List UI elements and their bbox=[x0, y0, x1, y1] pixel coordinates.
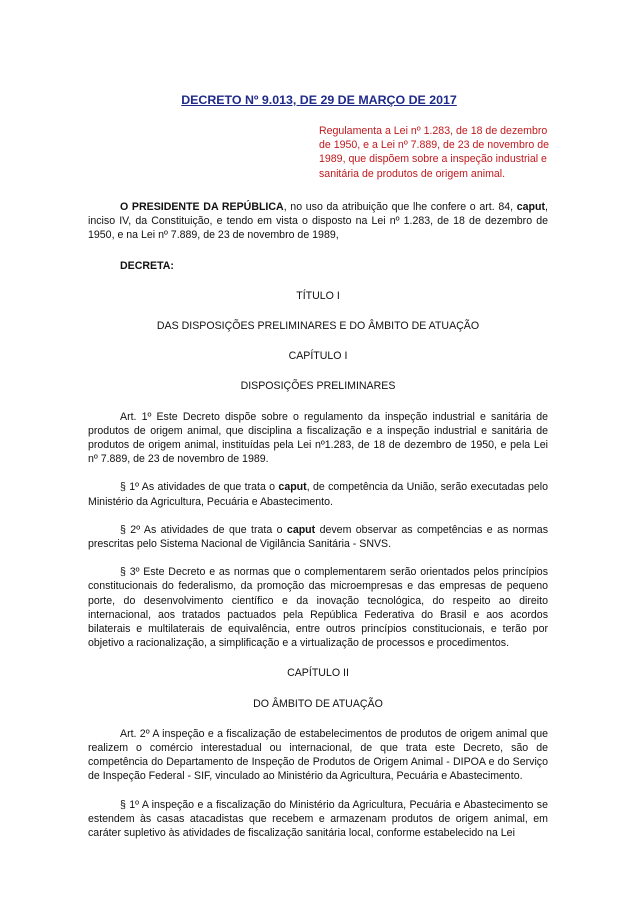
chapter1-heading: CAPÍTULO I bbox=[288, 350, 348, 363]
preamble-text1: , no uso da atribuição que lhe confere o art. 84, bbox=[283, 201, 517, 213]
preamble-text2: , inciso IV, da Constituição, e tendo em vista o disposto na Lei nº 1.283, de 18 de dezembro de 1950, e na Lei nº 7.889, de 23 de novembro de 1989, bbox=[88, 201, 548, 242]
decree-body bbox=[88, 200, 548, 840]
article-2-paragraph-1: § 1º A inspeção e a fiscalização do Ministério da Agricultura, Pecuária e Abastecimento se estendem às casas atacadistas que recebem e armazenam produtos de origem animal, em caráter supletivo às atividades de fiscalização sanitária local, conforme estabelecido na Lei bbox=[88, 798, 548, 840]
article-1-paragraph-1: § 1º As atividades de que trata o caput, de competência da União, serão executadas pelo Ministério da Agricultura, Pecuária e Abastecimento. bbox=[88, 481, 548, 508]
article-1: Art. 1º Este Decreto dispõe sobre o regulamento da inspeção industrial e sanitária de produtos de origem animal, que disciplina a fiscalização e a inspeção industrial e sanitária de produtos de origem animal, instituídas pela Lei nº1.283, de 18 de dezembro de 1950, e pela Lei nº 7.889, de 23 de novembro de 1989. bbox=[88, 410, 548, 466]
chapter2-name: DO ÂMBITO DE ATUAÇÃO bbox=[253, 697, 383, 710]
titulo-heading: TÍTULO I bbox=[296, 289, 340, 302]
chapter2-heading: CAPÍTULO II bbox=[287, 667, 349, 680]
article-1-paragraph-2: § 2º As atividades de que trata o caput devem observar as competências e as normas prescritas pelo Sistema Nacional de Vigilância Sanitária - SNVS. bbox=[88, 523, 548, 551]
decree-summary: Regulamenta a Lei nº 1.283, de 18 de dezembro de 1950, e a Lei nº 7.889, de 23 de novembro de 1989, que dispõem sobre a inspeção industrial e sanitária de produtos de origem animal. bbox=[319, 125, 550, 180]
article-2: Art. 2º A inspeção e a fiscalização de estabelecimentos de produtos de origem animal que realizem o comércio interestadual ou internacional, de que trata este Decreto, são de competência do Departamento de Inspeção de Produtos de Origem Animal - DIPOA e do Serviço de Inspeção Federal - SIF, vinculado ao Ministério da Agricultura, Pecuária e Abastecimento. bbox=[88, 727, 548, 783]
preamble-caput: caput bbox=[516, 201, 546, 213]
preamble bbox=[88, 200, 548, 243]
article-1-paragraph-3: § 3º Este Decreto e as normas que o complementarem serão orientados pelos princípios constitucionais do federalismo, da promoção das microempresas e das empresas de pequeno porte, do desenvolvimento científico e da inovação tecnológica, do respeito ao direito internacional, aos tratados pactuados pela República Federativa do Brasil e aos acordos bilaterais e multilaterais de equivalência, entre outros princípios constitucionais, e terão por objetivo a racionalização, a simplificação e a virtualização de processos e procedimentos. bbox=[88, 566, 548, 650]
decree-title: DECRETO Nº 9.013, DE 29 DE MARÇO DE 2017 bbox=[181, 93, 457, 107]
preamble-lead: O PRESIDENTE DA REPÚBLICA bbox=[120, 201, 284, 213]
decreta: DECRETA: bbox=[120, 259, 174, 272]
titulo-name: DAS DISPOSIÇÕES PRELIMINARES E DO ÂMBITO DE ATUAÇÃO bbox=[156, 320, 480, 333]
chapter1-name: DISPOSIÇÕES PRELIMINARES bbox=[240, 380, 396, 393]
